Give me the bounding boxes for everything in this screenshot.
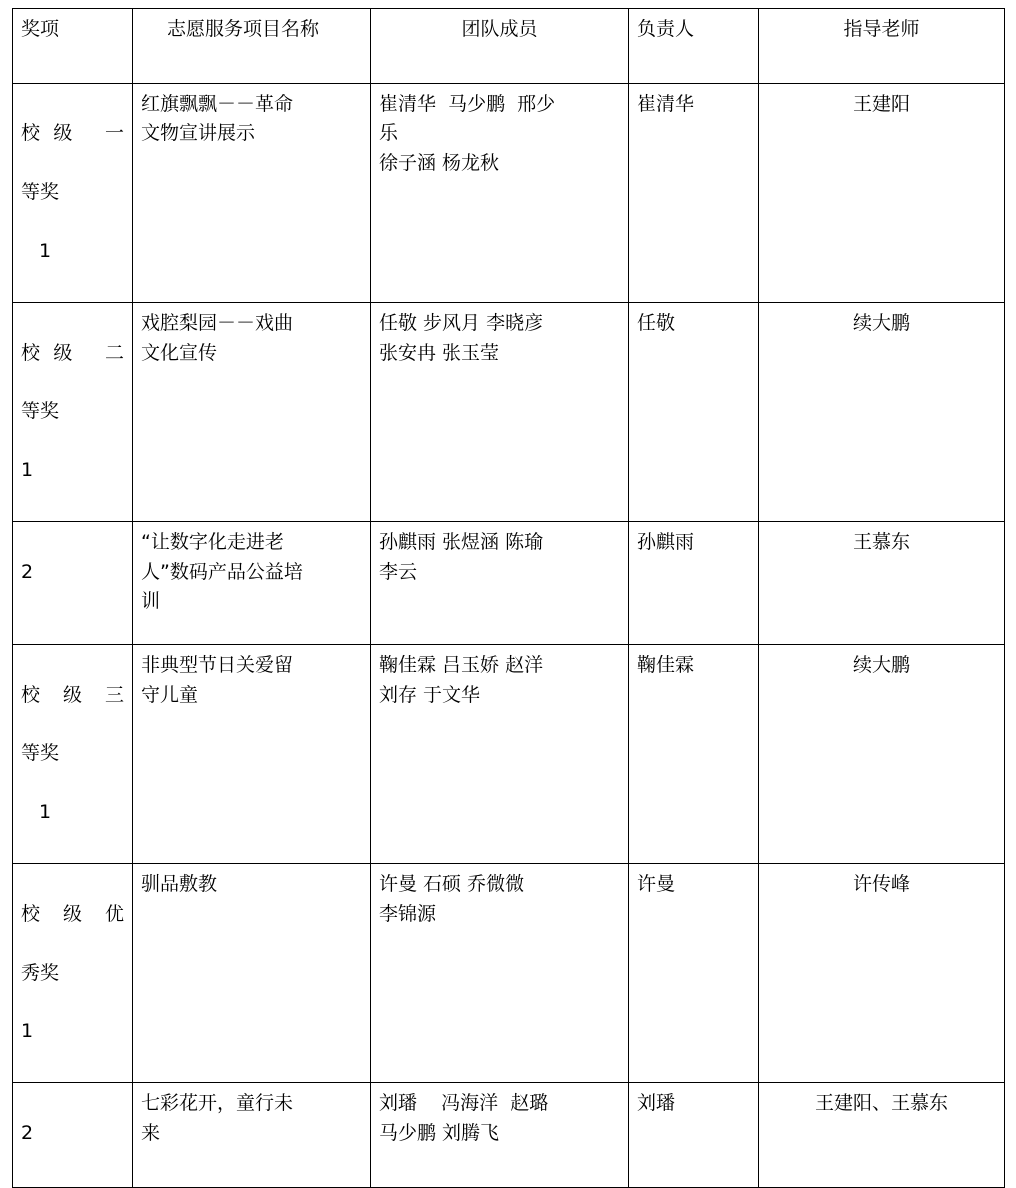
table-row — [13, 303, 1005, 522]
cell-leader: 任敬 — [629, 303, 759, 522]
cell-members: 孙麒雨 张煜涵 陈瑜 李云 — [371, 522, 629, 645]
column-header-award: 奖项 — [13, 9, 133, 84]
table-row — [13, 522, 1005, 645]
cell-advisor: 许传峰 — [759, 864, 1005, 1083]
cell-project: “让数字化走进老 人”数码产品公益培 训 — [133, 522, 371, 645]
column-header-members: 团队成员 — [371, 9, 629, 84]
cell-leader: 鞠佳霖 — [629, 645, 759, 864]
column-header-advisor: 指导老师 — [759, 9, 1005, 84]
table-row — [13, 864, 1005, 1083]
cell-members: 刘璠 冯海洋 赵璐 马少鹏 刘腾飞 — [371, 1083, 629, 1188]
column-header-project: 志愿服务项目名称 — [133, 9, 371, 84]
cell-project: 七彩花开，童行未 来 — [133, 1083, 371, 1188]
cell-award: 2 — [13, 522, 133, 645]
cell-project: 非典型节日关爱留 守儿童 — [133, 645, 371, 864]
cell-members: 许曼 石硕 乔微微 李锦源 — [371, 864, 629, 1083]
cell-leader: 崔清华 — [629, 84, 759, 303]
cell-advisor: 王建阳、王慕东 — [759, 1083, 1005, 1188]
table-row — [13, 84, 1005, 303]
cell-leader: 刘璠 — [629, 1083, 759, 1188]
cell-members: 崔清华 马少鹏 邢少 乐 徐子涵 杨龙秋 — [371, 84, 629, 303]
cell-members: 任敬 步风月 李晓彦 张安冉 张玉莹 — [371, 303, 629, 522]
cell-advisor: 续大鹏 — [759, 303, 1005, 522]
cell-project: 戏腔梨园－－戏曲 文化宣传 — [133, 303, 371, 522]
cell-members: 鞠佳霖 吕玉娇 赵洋 刘存 于文华 — [371, 645, 629, 864]
cell-award: 校级 二 等奖 1 — [13, 303, 133, 522]
cell-award: 校 级 三 等奖 1 — [13, 645, 133, 864]
cell-advisor: 王慕东 — [759, 522, 1005, 645]
cell-advisor: 王建阳 — [759, 84, 1005, 303]
cell-award: 校级 一 等奖 1 — [13, 84, 133, 303]
table-row — [13, 645, 1005, 864]
cell-leader: 孙麒雨 — [629, 522, 759, 645]
cell-advisor: 续大鹏 — [759, 645, 1005, 864]
cell-award: 2 — [13, 1083, 133, 1188]
table-header-row — [13, 9, 1005, 84]
award-table — [12, 8, 1005, 1188]
table-row — [13, 1083, 1005, 1188]
column-header-leader: 负责人 — [629, 9, 759, 84]
cell-project: 驯品敷教 — [133, 864, 371, 1083]
cell-award: 校 级 优 秀奖 1 — [13, 864, 133, 1083]
cell-project: 红旗飘飘－－革命 文物宣讲展示 — [133, 84, 371, 303]
cell-leader: 许曼 — [629, 864, 759, 1083]
